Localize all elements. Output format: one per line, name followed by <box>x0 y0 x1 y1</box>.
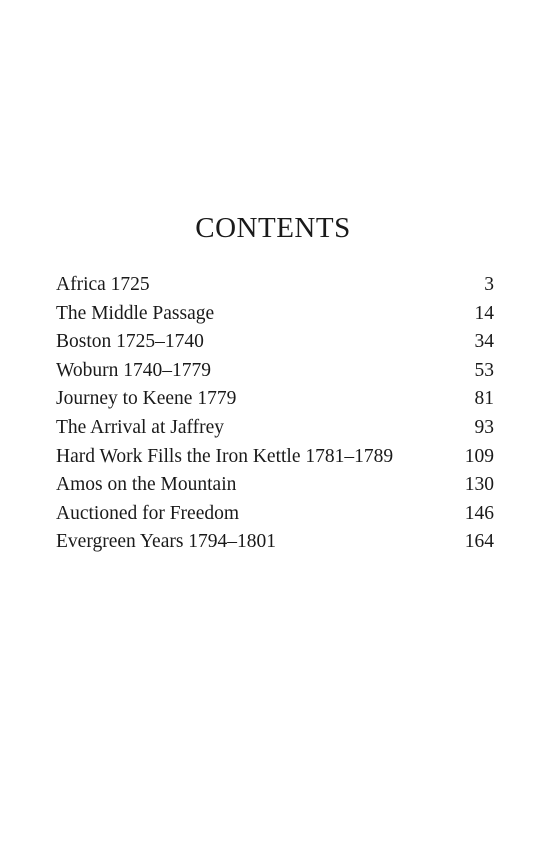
contents-heading: CONTENTS <box>195 212 351 244</box>
toc-entry-title: The Middle Passage <box>56 302 215 324</box>
toc-entry-page: 3 <box>484 274 494 295</box>
toc-entry-title: Evergreen Years 1794–1801 <box>56 531 277 553</box>
toc-entry-page: 109 <box>464 445 494 467</box>
toc-entry-page: 81 <box>474 388 494 410</box>
toc-entry-page: 34 <box>474 331 494 353</box>
toc-entry-title: Africa 1725 <box>56 274 150 295</box>
toc-entry <box>56 385 494 414</box>
toc-entry <box>56 528 494 557</box>
toc-entry-title: Amos on the Mountain <box>56 474 237 496</box>
toc-entry-title: Hard Work Fills the Iron Kettle 1781–1789 <box>56 445 394 467</box>
toc-entry-title: Boston 1725–1740 <box>56 331 204 353</box>
toc-entry <box>56 414 494 443</box>
toc-entry-page: 53 <box>474 359 494 381</box>
toc-entry <box>56 300 494 329</box>
toc-entry <box>56 471 494 500</box>
toc-entry-page: 130 <box>464 474 494 496</box>
toc-entry <box>56 443 494 472</box>
table-of-contents <box>56 271 494 557</box>
toc-entry-page: 14 <box>474 302 494 324</box>
toc-entry-title: Auctioned for Freedom <box>56 502 240 524</box>
toc-entry-title: Woburn 1740–1779 <box>56 359 211 381</box>
toc-entry-page: 146 <box>464 502 494 524</box>
toc-entry-title: The Arrival at Jaffrey <box>56 416 225 438</box>
toc-entry-page: 93 <box>474 416 494 438</box>
toc-entry-page: 164 <box>464 531 494 553</box>
toc-entry <box>56 500 494 529</box>
toc-entry <box>56 271 494 300</box>
toc-entry <box>56 328 494 357</box>
toc-entry-title: Journey to Keene 1779 <box>56 388 237 410</box>
toc-entry <box>56 357 494 386</box>
